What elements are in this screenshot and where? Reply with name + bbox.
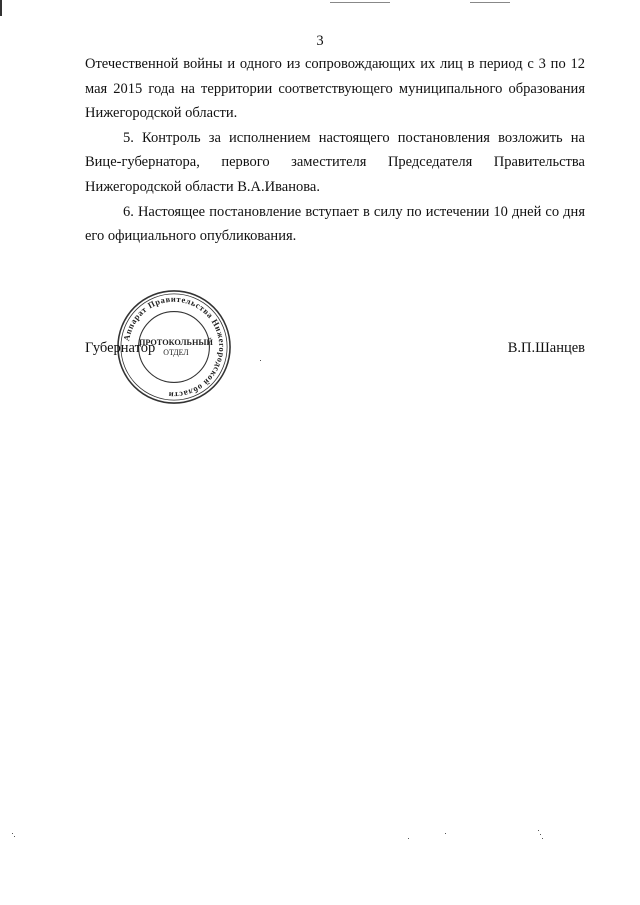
scan-speck [445, 833, 446, 834]
scan-edge-mark [0, 0, 2, 16]
signature-block [85, 340, 585, 364]
scan-speck [12, 833, 13, 834]
scan-edge-line [330, 2, 390, 3]
scan-speck [542, 838, 543, 839]
document-body [85, 52, 585, 249]
paragraph-6: 6. Настоящее постановление вступает в силу по истечении 10 дней со дня его официального опубликования. [85, 203, 585, 245]
scan-speck [540, 834, 541, 835]
scan-speck [538, 830, 539, 831]
paragraph-continued: Отечественной войны и одного из сопровождающих их лиц в период с 3 по 12 мая 2015 года на территории соответствующего муниципального образования Нижегородской области. [85, 56, 585, 122]
scan-speck [408, 838, 409, 839]
scan-speck [260, 360, 261, 361]
stamp-center-line1: ПРОТОКОЛЬНЫЙ [138, 338, 213, 348]
scan-edge-line [470, 2, 510, 3]
signatory-name: В.П.Шанцев [507, 340, 585, 356]
page-number: 3 [316, 33, 324, 49]
scan-speck [14, 836, 15, 837]
stamp-center-line2: ОТДЕЛ [163, 347, 189, 357]
stamp-outer-text: Аппарат Правительства Нижегородской области [121, 293, 228, 401]
signatory-title: Губернатор [85, 340, 156, 356]
paragraph-5: 5. Контроль за исполнением настоящего постановления возложить на Вице-губернатора, первого заместителя Председателя Правительства Нижегородской области В.А.Иванова. [85, 129, 585, 195]
